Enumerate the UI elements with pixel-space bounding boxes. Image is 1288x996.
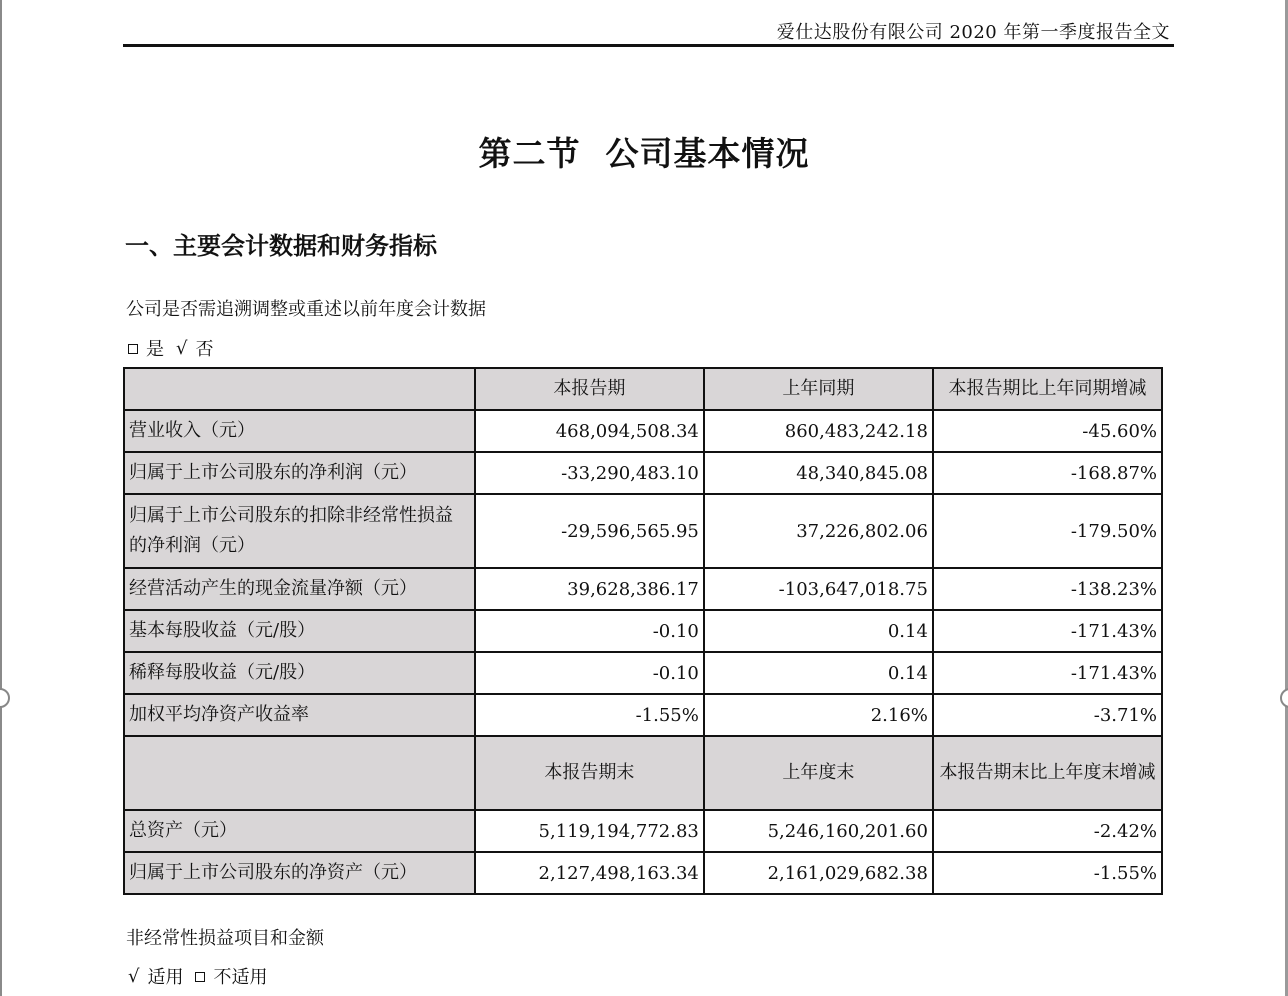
cell-change: -45.60% bbox=[933, 410, 1162, 452]
row-label: 归属于上市公司股东的扣除非经常性损益的净利润（元） bbox=[124, 494, 475, 568]
cell-prior: 37,226,802.06 bbox=[704, 494, 933, 568]
checkmark-icon: √ bbox=[128, 965, 140, 987]
restatement-question: 公司是否需追溯调整或重述以前年度会计数据 bbox=[126, 299, 486, 320]
table-header-row bbox=[124, 368, 1162, 410]
cell-change: -179.50% bbox=[933, 494, 1162, 568]
cell-prior: 2,161,029,682.38 bbox=[704, 852, 933, 894]
table-row bbox=[124, 852, 1162, 894]
row-label: 基本每股收益（元/股） bbox=[124, 610, 475, 652]
cell-change: -171.43% bbox=[933, 610, 1162, 652]
cell-current: -29,596,565.95 bbox=[475, 494, 704, 568]
restatement-options bbox=[126, 335, 223, 361]
option-applicable-label: 适用 bbox=[147, 967, 184, 988]
row-label: 营业收入（元） bbox=[124, 410, 475, 452]
unchecked-box-icon bbox=[128, 344, 138, 354]
cell-current: -0.10 bbox=[475, 610, 704, 652]
option-no-label: 否 bbox=[195, 339, 214, 360]
table-row bbox=[124, 568, 1162, 610]
cell-prior: 860,483,242.18 bbox=[704, 410, 933, 452]
cell-current: 5,119,194,772.83 bbox=[475, 810, 704, 852]
table-row bbox=[124, 452, 1162, 494]
cell-change: -1.55% bbox=[933, 852, 1162, 894]
cell-current: -33,290,483.10 bbox=[475, 452, 704, 494]
header-change-period-end: 本报告期末比上年度末增减 bbox=[933, 736, 1162, 810]
unchecked-box-icon bbox=[195, 972, 205, 982]
header-change: 本报告期比上年同期增减 bbox=[933, 368, 1162, 410]
cell-change: -138.23% bbox=[933, 568, 1162, 610]
row-label: 总资产（元） bbox=[124, 810, 475, 852]
cell-current: -1.55% bbox=[475, 694, 704, 736]
key-financial-data-table bbox=[123, 367, 1163, 895]
cell-current: 39,628,386.17 bbox=[475, 568, 704, 610]
nonrecurring-options bbox=[126, 963, 277, 989]
resize-handle-left[interactable] bbox=[0, 688, 10, 708]
table-row bbox=[124, 610, 1162, 652]
option-not-applicable-label: 不适用 bbox=[213, 967, 268, 988]
row-label: 加权平均净资产收益率 bbox=[124, 694, 475, 736]
cell-change: -3.71% bbox=[933, 694, 1162, 736]
header-empty-cell bbox=[124, 368, 475, 410]
table-row bbox=[124, 694, 1162, 736]
running-header: 爱仕达股份有限公司 2020 年第一季度报告全文 bbox=[776, 22, 1170, 43]
checkmark-icon: √ bbox=[176, 337, 188, 359]
header-rule bbox=[123, 44, 1174, 47]
header-current-period: 本报告期 bbox=[475, 368, 704, 410]
table-row bbox=[124, 410, 1162, 452]
cell-prior: -103,647,018.75 bbox=[704, 568, 933, 610]
row-label: 归属于上市公司股东的净利润（元） bbox=[124, 452, 475, 494]
header-current-period-end: 本报告期末 bbox=[475, 736, 704, 810]
table-row bbox=[124, 494, 1162, 568]
table-row bbox=[124, 652, 1162, 694]
cell-current: 468,094,508.34 bbox=[475, 410, 704, 452]
section-title: 第二节 公司基本情况 bbox=[478, 134, 810, 173]
cell-change: -168.87% bbox=[933, 452, 1162, 494]
resize-handle-right[interactable] bbox=[1280, 688, 1288, 708]
header-prior-year-end: 上年度末 bbox=[704, 736, 933, 810]
table-header-row-period-end bbox=[124, 736, 1162, 810]
cell-current: -0.10 bbox=[475, 652, 704, 694]
cell-prior: 0.14 bbox=[704, 610, 933, 652]
nonrecurring-title: 非经常性损益项目和金额 bbox=[126, 928, 324, 949]
cell-prior: 2.16% bbox=[704, 694, 933, 736]
option-yes-label: 是 bbox=[146, 339, 164, 360]
row-label: 经营活动产生的现金流量净额（元） bbox=[124, 568, 475, 610]
cell-prior: 48,340,845.08 bbox=[704, 452, 933, 494]
cell-prior: 0.14 bbox=[704, 652, 933, 694]
cell-prior: 5,246,160,201.60 bbox=[704, 810, 933, 852]
cell-change: -2.42% bbox=[933, 810, 1162, 852]
cell-change: -171.43% bbox=[933, 652, 1162, 694]
header-empty-cell bbox=[124, 736, 475, 810]
row-label: 归属于上市公司股东的净资产（元） bbox=[124, 852, 475, 894]
cell-current: 2,127,498,163.34 bbox=[475, 852, 704, 894]
row-label: 稀释每股收益（元/股） bbox=[124, 652, 475, 694]
table-row bbox=[124, 810, 1162, 852]
subsection-heading: 一、主要会计数据和财务指标 bbox=[125, 232, 437, 260]
header-prior-period: 上年同期 bbox=[704, 368, 933, 410]
